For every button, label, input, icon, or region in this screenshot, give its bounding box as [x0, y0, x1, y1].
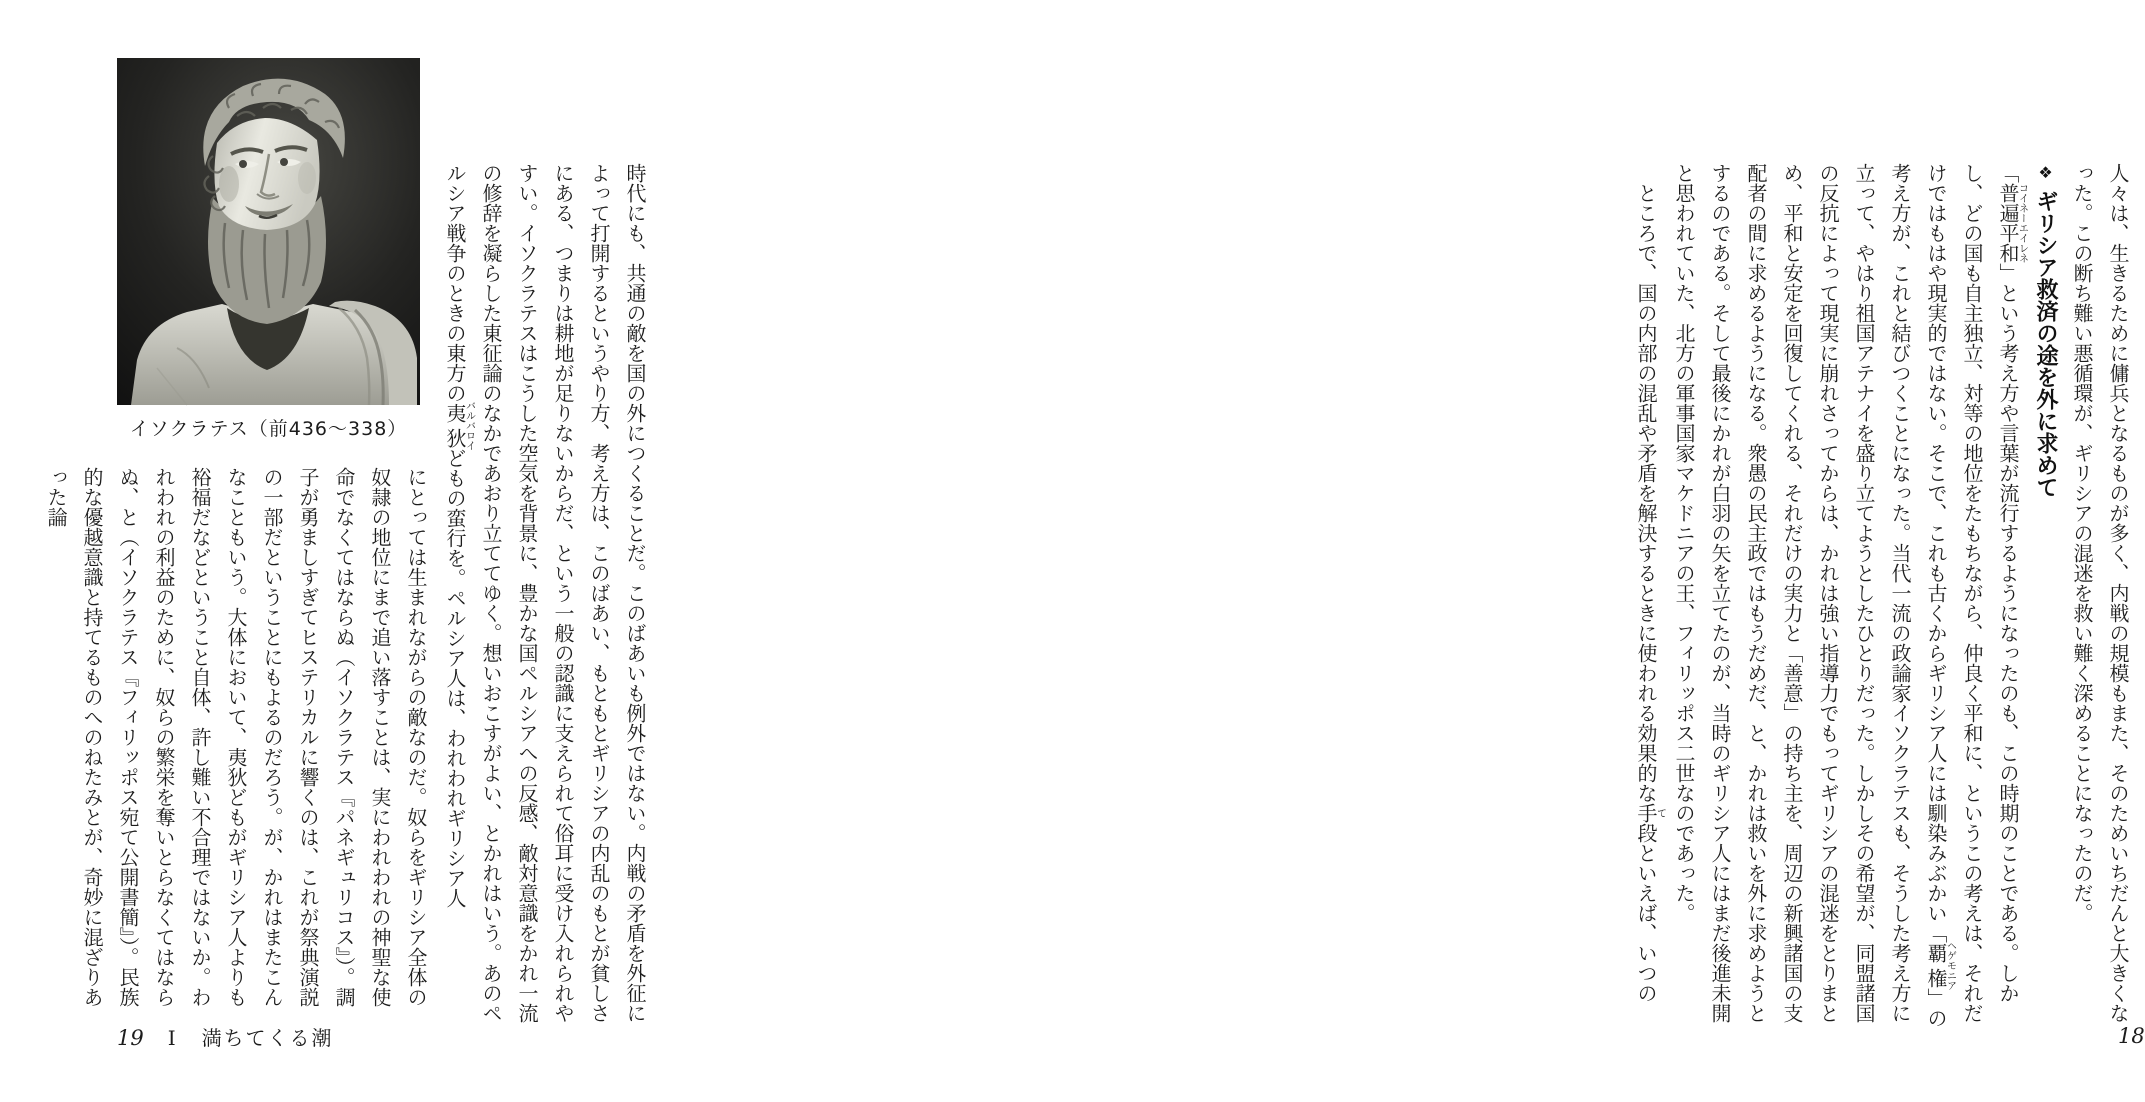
page-footer-right [2118, 1024, 2145, 1049]
isocrates-photo [117, 58, 420, 441]
section-heading [2027, 163, 2063, 1035]
ruby-base: 夷狄 [443, 400, 465, 451]
ruby-barbaroi [443, 400, 475, 451]
isocrates-bust-image [117, 58, 420, 405]
body-text-left-lower [1, 467, 433, 1019]
text-run: 段といえば、いつの [1634, 823, 1656, 1003]
ruby-base: 覇権 [1924, 940, 1946, 991]
page-footer-left [117, 1022, 333, 1051]
text-run: ところで、国の内部の混乱や矛盾を解決するときに使われる効果的な [1634, 183, 1656, 803]
ruby-text: て [1654, 803, 1666, 823]
paragraph-persia [436, 163, 652, 1035]
chapter-title: 満ちてくる潮 [201, 1028, 334, 1050]
paragraph-intro [2063, 163, 2135, 1035]
body-text-left-upper [426, 163, 652, 1035]
text-run: 人々は、生きるために傭兵となるものが多く、内戦の規模もまた、そのためいちだんと大きくなった。この断ち難い悪循環が、ギリシアの混迷を救い難く深めることになったのだ。 [2070, 163, 2128, 1023]
ruby-text: バルバロイ [463, 400, 475, 451]
text-run: どもの蛮行を。ペルシア人は、われわれギリシア人 [443, 448, 465, 908]
section-marker-icon: ❖ [2036, 163, 2055, 182]
text-run: 」という考え方や言葉が流行するようになったのも、この時期のことである。しかし、どの国も自主独立、対等の地位をたもちながら、仲良く平和に、というこの考えは、それだけではもはや現実的ではない。そこで、これも古くからギリシア人には馴染みぶかい「 [1924, 163, 2018, 1023]
paragraph-panegyrikos [37, 467, 433, 1019]
paragraph-tokorode [1627, 163, 1665, 1035]
photo-caption: イソクラテス（前436〜338） [129, 418, 408, 440]
body-text-right [1559, 163, 2135, 1035]
page-18 [750, 0, 2145, 1102]
ruby-text: コイネーエイレネ [2016, 183, 2028, 263]
chapter-number: Ⅰ [167, 1028, 176, 1050]
text-run: にとっては生まれながらの敵なのだ。奴らをギリシア全体の奴隷の地位にまで追い落すことは、実にわれわれの神聖な使命でなくてはならぬ（イソクラテス『パネギュリコス』）。調子が勇ましすぎてヒステリカルに響くのは、これが祭典演説の一部だということにもよるのだろう。が、かれはまたこんなこともいう。大体において、夷狄どもがギリシア人よりも裕福だなどということ自体、許し難い不合理ではないか。われわれの利益のために、奴らの繁栄を奪いとらなくてはならぬ、と（イソクラテス『フィリッポス宛て公開書簡』）。民族的な優越意識と持てるものへのねたみとが、奇妙に混ざりあった論 [44, 467, 426, 1007]
page-number-18: 18 [2118, 1024, 2145, 1048]
text-run: 時代にも、共通の敵を国の外につくることだ。このばあいも例外ではない。内戦の矛盾を外征によって打開するというやり方、考え方は、このばあい、もともとギリシアの内乱のもとが貧しさにある、つまりは耕地が足りないからだ、という一般の認識に支えられて俗耳に受け入れられやすい。イソクラテスはこうした空気を背景に、豊かな国ペルシアへの反感、敵対意識をかれ一流の修辞を凝らした東征論のなかであおり立ててゆく。想いおこすがよい、とかれはいう。あのペルシア戦争のときの東方の [443, 163, 645, 1023]
section-heading-text: ギリシア救済の途を外に求めて [2033, 190, 2058, 498]
ruby-tedate [1634, 803, 1666, 823]
ruby-koine-eirene [1996, 183, 2028, 263]
text-run: 」の考え方が、これと結びつくことになった。当代一流の政論家イソクラテスも、そうした考え方に立って、やはり祖国アテナイを盛り立てようとしたひとりだった。しかしその希望が、同盟諸国の反抗によって現実に崩れさってからは、かれは強い指導力でもってギリシアの混迷をとりまとめ、平和と安定を回復してくれる、それだけの実力と「善意」の持ち主を、周辺の新興諸国の支配者の間に求めるようになる。衆愚の民主政ではもうだめだ、と、かれは救いを外に求めようとするのである。そして最後にかれが白羽の矢を立てたのが、当時のギリシア人にはまだ後進未開と思われていた、北方の軍事国家マケドニアの王、フィリッポス二世なのであった。 [1672, 163, 1946, 1028]
ruby-base: 手 [1634, 803, 1656, 823]
ruby-text: ヘゲモニア [1944, 940, 1956, 991]
page-number-19: 19 [117, 1026, 144, 1050]
ruby-base: 普遍平和 [1996, 183, 2018, 263]
ruby-hegemonia [1924, 940, 1956, 991]
text-run: 「 [1996, 163, 2018, 183]
page-19 [0, 0, 750, 1102]
paragraph-koine [1665, 163, 2027, 1035]
